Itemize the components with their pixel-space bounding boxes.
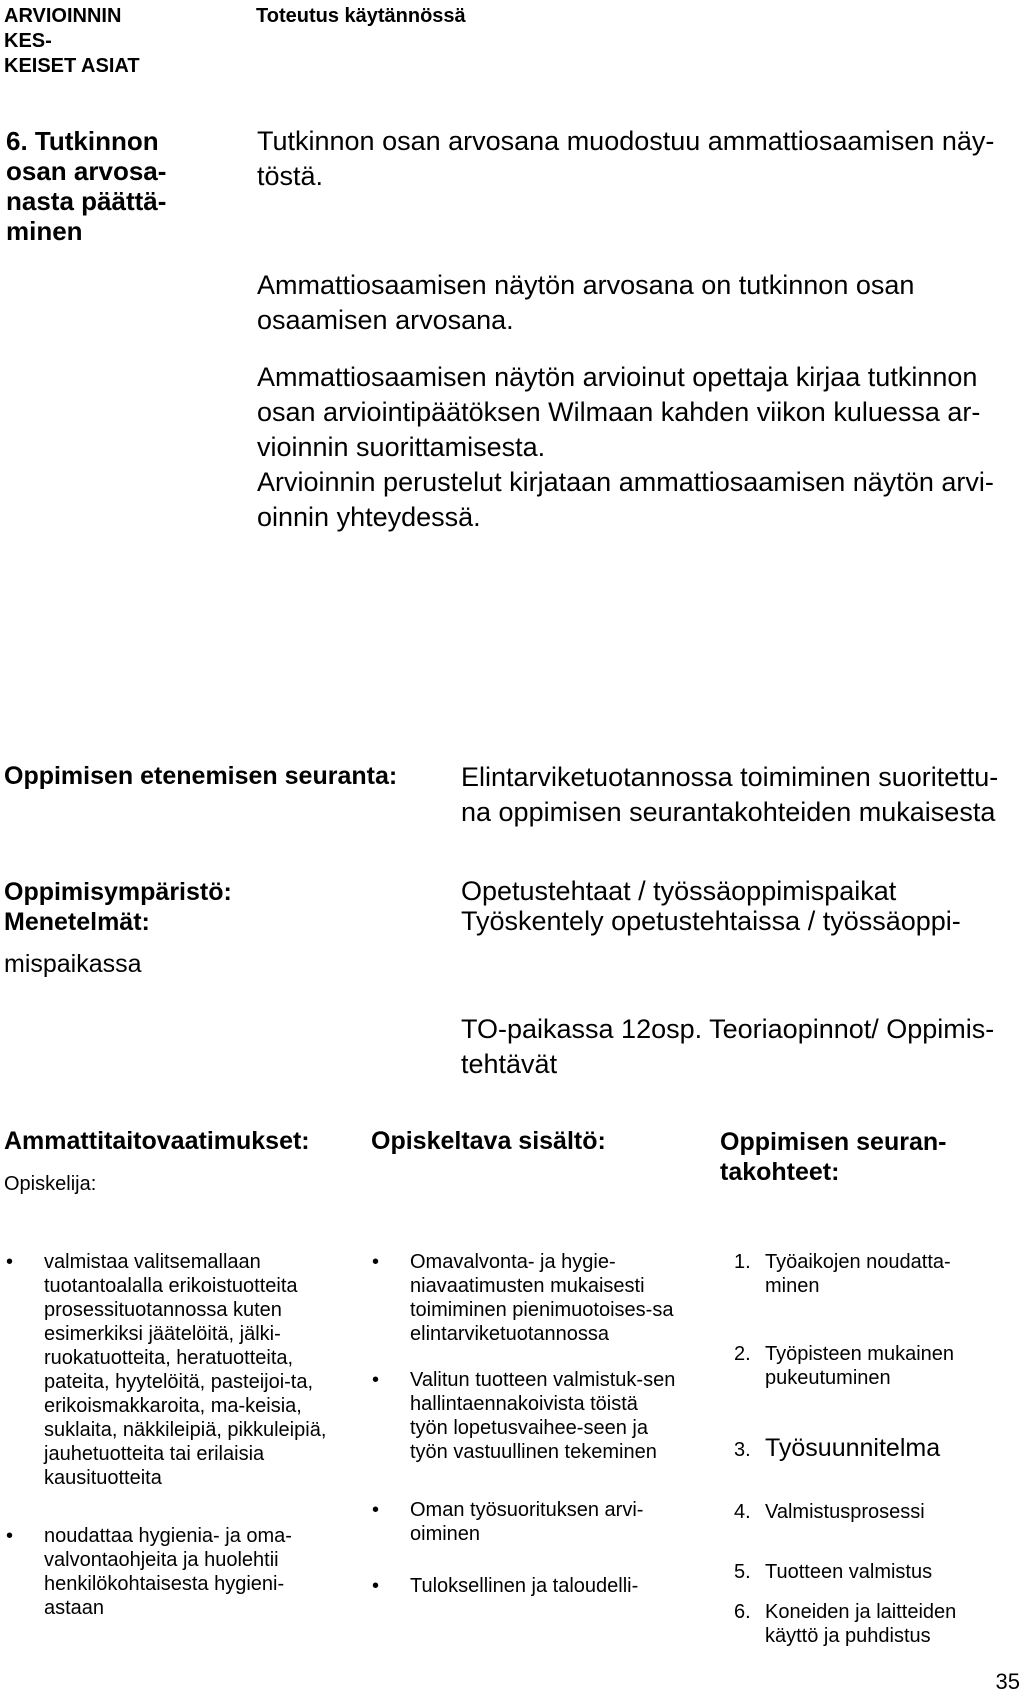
list-item: 3. Työsuunnitelma (734, 1434, 941, 1462)
ymparisto-value: Opetustehtaat / työssäoppimispaikat (461, 876, 897, 906)
menetelmat-label: Menetelmät: (4, 908, 150, 936)
list-item: • Oman työsuorituksen arvi-oiminen (410, 1498, 680, 1546)
menetelmat-cont: mispaikassa (4, 950, 142, 978)
list-item: • Tuloksellinen ja taloudelli- (410, 1574, 680, 1598)
sisalto-list (410, 1250, 680, 1598)
section6-para-3: Ammattiosaamisen näytön arvioinut opettaja kirjaa tutkinnon osan arviointipäätöksen Wilmaan kahden viikon kuluessa ar-vioinnin suorittamisesta. (257, 362, 981, 462)
seuranta-value: Elintarviketuotannossa toimiminen suoritettu-na oppimisen seurantakohteiden mukaisesta (461, 762, 999, 827)
list-item: • Omavalvonta- ja hygie-niavaatimusten mukaisesti toimiminen pienimuotoises-sa elintarviketuotannossa (410, 1250, 680, 1346)
list-item: 6. Koneiden ja laitteiden käyttö ja puhdistus (734, 1601, 957, 1647)
header-col2: Toteutus käytännössä (256, 5, 466, 27)
opiskelija-label: Opiskelija: (4, 1173, 97, 1195)
list-item: 1. Työaikojen noudatta-minen (734, 1251, 951, 1297)
list-item: • noudattaa hygienia- ja oma-valvontaohjeita ja huolehtii henkilökohtaisesta hygieni-astaan (44, 1524, 344, 1620)
page-number: 35 (995, 1669, 1020, 1694)
list-item: • Valitun tuotteen valmistuk-sen hallintaennakoivista töistä työn lopetusvaihee-seen ja työn vastuullinen tekeminen (410, 1368, 680, 1464)
ammattitaito-list (44, 1250, 344, 1620)
section6-para-1: Tutkinnon osan arvosana muodostuu ammattiosaamisen näy-töstä. (257, 126, 995, 191)
section6-label: 6. Tutkinnon osan arvosa- nasta päättä- minen (6, 126, 167, 246)
seurantakohteet-header: Oppimisen seuran-takohteet: (720, 1128, 947, 1186)
menetelmat-value: Työskentely opetustehtaissa / työssäoppi- (461, 906, 961, 936)
list-item: 5. Tuotteen valmistus (734, 1561, 933, 1583)
list-item: 2. Työpisteen mukainen pukeutuminen (734, 1343, 955, 1389)
header-col1: ARVIOINNIN KES- KEISET ASIAT (4, 5, 140, 77)
to-value: TO-paikassa 12osp. Teoriaopinnot/ Oppimis-tehtävät (461, 1014, 995, 1079)
list-item: 4. Valmistusprosessi (734, 1501, 925, 1523)
section6-para-4: Arvioinnin perustelut kirjataan ammattiosaamisen näytön arvi-oinnin yhteydessä. (257, 467, 994, 532)
list-item: • valmistaa valitsemallaan tuotantoalalla erikoistuotteita prosessituotannossa kuten esimerkiksi jäätelöitä, jälki-ruokatuotteita, heratuotteita, pateita, hyytelöitä, pasteijoi-ta, erikoismakkaroita, ma-keisia, suklaita, näkkileipiä, pikkuleipiä, jauhetuotteita tai erilaisia kausituotteita (44, 1250, 344, 1490)
ymparisto-label: Oppimisympäristö: (4, 878, 232, 906)
section6-para-2: Ammattiosaamisen näytön arvosana on tutkinnon osan osaamisen arvosana. (257, 270, 915, 335)
ammattitaito-header: Ammattitaitovaatimukset: (4, 1127, 310, 1155)
seuranta-label: Oppimisen etenemisen seuranta: (4, 762, 398, 790)
sisalto-header: Opiskeltava sisältö: (371, 1127, 606, 1155)
